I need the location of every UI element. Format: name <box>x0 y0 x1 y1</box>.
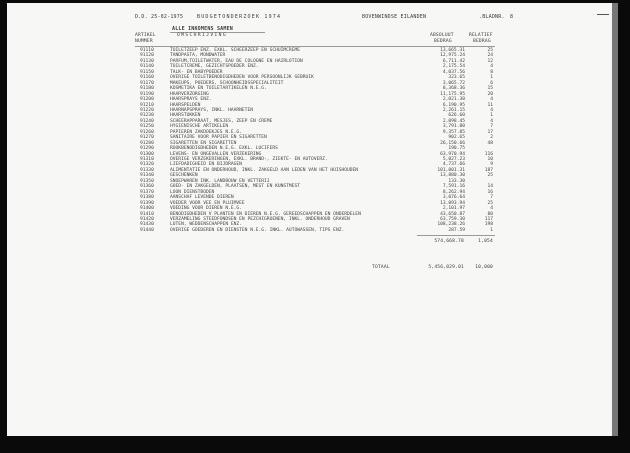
item-relative: 25 <box>487 200 493 206</box>
document-page <box>7 3 617 436</box>
item-relative: 20 <box>487 91 493 97</box>
item-relative: 11 <box>487 102 493 108</box>
item-amount: 13,665.31 <box>440 48 465 53</box>
item-code: 91130 <box>140 58 154 64</box>
item-code: 91210 <box>140 102 154 108</box>
item-amount: 4,037.56 <box>442 69 465 75</box>
col-header-rel-2: BEDRAG <box>473 39 491 44</box>
item-amount: 4,737.66 <box>442 162 465 168</box>
col-header-rel: RELATIEF <box>469 33 493 38</box>
item-amount: 13,880.30 <box>440 173 465 179</box>
item-code: 91420 <box>140 216 154 222</box>
item-description: ALIMENTATIE EN ONDERHOUD, INKL. ZAKGELD AAN LEDEN VAN HET HUISHOUDEN <box>170 167 359 173</box>
item-amount: 2,021.30 <box>442 97 465 103</box>
subtotal-relative: 1,054 <box>478 239 493 244</box>
col-header-desc: OMSCHRIJVING <box>177 33 227 38</box>
item-description: GOED- EN ZAKGELDEN, PLAATSEN, MEST EN KUNSTMEST <box>170 184 300 190</box>
total-amount: 5,456,029.01 <box>428 265 464 270</box>
page-number-label: .BLADNR. <box>479 14 505 20</box>
item-amount: 13,093.94 <box>440 200 465 206</box>
corner-mark <box>597 14 609 15</box>
item-relative: 8 <box>490 69 493 75</box>
item-description: SCHEERAPPARAAT, MESJES, ZEEP EN CREME <box>170 118 273 124</box>
item-description: SANITAIRE VOOR PAPIER EN SIGARETTEN <box>170 135 267 141</box>
item-amount: 2,101.97 <box>442 206 465 212</box>
item-amount: 7,591.16 <box>442 184 465 190</box>
item-relative: 4 <box>490 97 493 103</box>
item-description: HAARSTUKKEN <box>170 113 201 119</box>
item-code: 91360 <box>140 184 154 190</box>
item-description: TANDPASTA, MONDWATER <box>170 53 226 59</box>
item-code: 91440 <box>140 227 154 233</box>
item-relative: 25 <box>487 48 493 53</box>
item-code: 91370 <box>140 189 154 195</box>
item-code: 91140 <box>140 64 154 70</box>
item-amount: 2,098.45 <box>442 118 465 124</box>
print-date: D.D. 25-02-1975 <box>135 14 184 20</box>
item-description: PAPIEREN ZAKDOEKJES N.E.G. <box>170 129 242 135</box>
item-relative: 2 <box>490 135 493 141</box>
item-description: SIGARETTEN EN SIGARETTEN <box>170 140 237 146</box>
item-amount: 108,238.26 <box>437 222 465 228</box>
region-label: BOVENWINDSE EILANDEN <box>362 14 427 20</box>
item-relative: 4 <box>490 107 493 113</box>
item-amount: 6,190.95 <box>442 102 465 108</box>
item-description: HAARNAPSPRAYS, INKL. HAARNETEN <box>170 107 253 113</box>
item-description: HAARSPRAYS ENZ. <box>170 97 212 103</box>
item-amount: 8,262.94 <box>442 189 465 195</box>
item-code: 91260 <box>140 129 154 135</box>
item-code: 91110 <box>140 48 154 53</box>
item-description: SNOEPWAREN INK. LANDBOUW EN VETTERIJ <box>170 178 270 184</box>
item-amount: 323.65 <box>448 75 465 81</box>
item-amount: 43,650.87 <box>440 211 465 217</box>
item-code: 91320 <box>140 162 154 168</box>
report-title: BUDGETONDERZOEK 1974 <box>197 14 282 20</box>
item-relative: 9 <box>490 162 493 168</box>
item-description: TOILETZEEP ENZ. EXKL. SCHEERZEEP EN SCHUIMCREME <box>170 48 300 53</box>
item-relative: 4 <box>490 118 493 124</box>
col-header-code-2: NUMMER <box>135 39 153 44</box>
item-relative: 24 <box>487 53 493 59</box>
item-code: 91190 <box>140 91 154 97</box>
item-description: KOSMETIKA EN TOILETARTIKELEN N.E.G. <box>170 86 267 92</box>
subtotal-amount: 574,668.78 <box>434 239 464 244</box>
total-relative: 10,000 <box>475 265 493 270</box>
item-amount: 5,027.23 <box>442 157 465 162</box>
item-description: HYGIENISCHE ARTIKELEN <box>170 124 229 130</box>
item-amount: 190.75 <box>448 146 465 152</box>
item-relative: 4 <box>490 64 493 70</box>
item-code: 91180 <box>140 86 154 92</box>
item-amount: 8,368.36 <box>442 86 465 92</box>
item-relative: 198 <box>484 222 493 228</box>
item-description: GESCHENKEN <box>170 173 198 179</box>
item-description: VOEDING VOOR DIEREN N.E.G. <box>170 206 242 212</box>
item-description: TOILETCREME, GEZICHTSPOEDER ENZ. <box>170 64 259 70</box>
col-header-code: ARTIKEL <box>135 33 156 38</box>
item-description: OVERIGE GOEDEREN EN DIENSTEN N.E.G. INKL. AUTOWASSEN, TIPS ENZ. <box>170 227 345 233</box>
item-code: 91400 <box>140 206 154 212</box>
item-code: 91250 <box>140 124 154 130</box>
item-code: 91170 <box>140 80 154 86</box>
item-relative: 1 <box>490 75 493 81</box>
item-amount: 6,711.42 <box>442 58 465 64</box>
item-amount: 626.60 <box>448 113 465 119</box>
item-code: 91350 <box>140 178 154 184</box>
item-code: 91390 <box>140 200 154 206</box>
item-description: HAARSPELDEN <box>170 102 201 108</box>
subtotal-rule <box>417 235 495 236</box>
header-rule <box>135 46 495 47</box>
item-description: MAKEUPS, POEDERS, SCHOONHEIDSSPECIALITEIT <box>170 80 284 86</box>
item-amount: 133.30 <box>448 178 465 184</box>
item-code: 91200 <box>140 97 154 103</box>
item-amount: 12,975.24 <box>440 53 465 59</box>
item-code: 91280 <box>140 140 154 146</box>
item-code: 91330 <box>140 167 154 173</box>
total-label: TOTAAL <box>372 265 390 270</box>
item-description: PARFUM,TOILETWATER, EAU DE COLOGNE EN HAIRLOTION <box>170 58 303 64</box>
item-relative: 25 <box>487 173 493 179</box>
item-code: 91120 <box>140 53 154 59</box>
item-amount: 63,759.30 <box>440 216 465 222</box>
item-description: LEVENS- EN ONGEVALLEN VERZEKERING <box>170 151 262 157</box>
item-relative: 16 <box>487 189 493 195</box>
item-code: 91380 <box>140 195 154 201</box>
item-description: BENODIGDHEDEN V PLANTEN EN DIEREN N.E.G. GEREEDSCHAPPEN EN ONDERDELEN <box>170 211 361 217</box>
item-relative: 14 <box>487 184 493 190</box>
item-relative: 10 <box>487 157 493 162</box>
item-amount: 2,261.15 <box>442 107 465 113</box>
item-description: OVERIGE TOILETBENODIGDHEDEN VOOR PERSOONLIJK GEBRUIK <box>170 75 314 81</box>
item-amount: 26,150.66 <box>440 140 465 146</box>
col-header-abs-2: BEDRAG <box>434 39 452 44</box>
item-description: AANSCHAF LEVENDE DIEREN <box>170 195 234 201</box>
item-relative: 17 <box>487 129 493 135</box>
item-relative: 1 <box>490 227 493 233</box>
item-relative: 187 <box>484 167 493 173</box>
section-title: ALLE INKOMENS SAMEN <box>172 26 233 32</box>
item-relative: 48 <box>487 140 493 146</box>
item-code: 91340 <box>140 173 154 179</box>
item-relative: 6 <box>490 80 493 86</box>
col-header-abs: ABSOLUUT <box>430 33 454 38</box>
item-relative: 1 <box>490 113 493 119</box>
item-relative: 117 <box>484 216 493 222</box>
item-description: VERZAMELING STEEDFONDSEN EN PEZCHIGROENEN, INKL. ONDERHOUD GRAVEN <box>170 216 350 222</box>
item-code: 91410 <box>140 211 154 217</box>
item-amount: 63,970.94 <box>440 151 465 157</box>
item-amount: 902.65 <box>448 135 465 141</box>
item-description: ROOKBENODIGDHEDEN N.E.G. EXKL. LUCIFERS <box>170 146 278 152</box>
scanner-edge <box>612 3 618 436</box>
item-relative: 7 <box>490 124 493 130</box>
item-amount: 2,175.54 <box>442 64 465 70</box>
item-description: TALK- EN BABYPOEDER <box>170 69 223 75</box>
item-description: LOON DIENSTBODEN <box>170 189 215 195</box>
page-number: 8 <box>510 14 514 20</box>
item-relative: 12 <box>487 58 493 64</box>
item-code: 91230 <box>140 113 154 119</box>
item-code: 91240 <box>140 118 154 124</box>
item-code: 91290 <box>140 146 154 152</box>
item-relative: 116 <box>484 151 493 157</box>
item-amount: 101,001.31 <box>437 167 465 173</box>
item-amount: 287.59 <box>448 227 465 233</box>
item-code: 91160 <box>140 75 154 81</box>
item-description: LIEFDADIGHEID EN BIJDRAGEN <box>170 162 242 168</box>
item-code: 91430 <box>140 222 154 228</box>
item-relative: 15 <box>487 86 493 92</box>
item-relative: 4 <box>490 206 493 212</box>
item-code: 91270 <box>140 135 154 141</box>
item-code: 91220 <box>140 107 154 113</box>
item-description: VOEDER VOOR VEE EN PLUIMVEE <box>170 200 245 206</box>
item-relative: 7 <box>490 195 493 201</box>
item-code: 91300 <box>140 151 154 157</box>
item-code: 91310 <box>140 157 154 162</box>
item-amount: 11,175.95 <box>440 91 465 97</box>
item-relative: 80 <box>487 211 493 217</box>
item-description: HAARVERZORGING <box>170 91 209 97</box>
item-amount: 3,791.80 <box>442 124 465 130</box>
item-amount: 3,065.72 <box>442 80 465 86</box>
item-description: LOTEN, WEDDENSCHAPPEN ENZ. <box>170 222 242 228</box>
item-amount: 3,076.64 <box>442 195 465 201</box>
item-code: 91150 <box>140 69 154 75</box>
item-description: OVERIGE VERZEKERINGEN, EXKL. BRAND-, ZIEKTE- EN AUTOVERZ. <box>170 157 328 162</box>
item-amount: 9,357.85 <box>442 129 465 135</box>
